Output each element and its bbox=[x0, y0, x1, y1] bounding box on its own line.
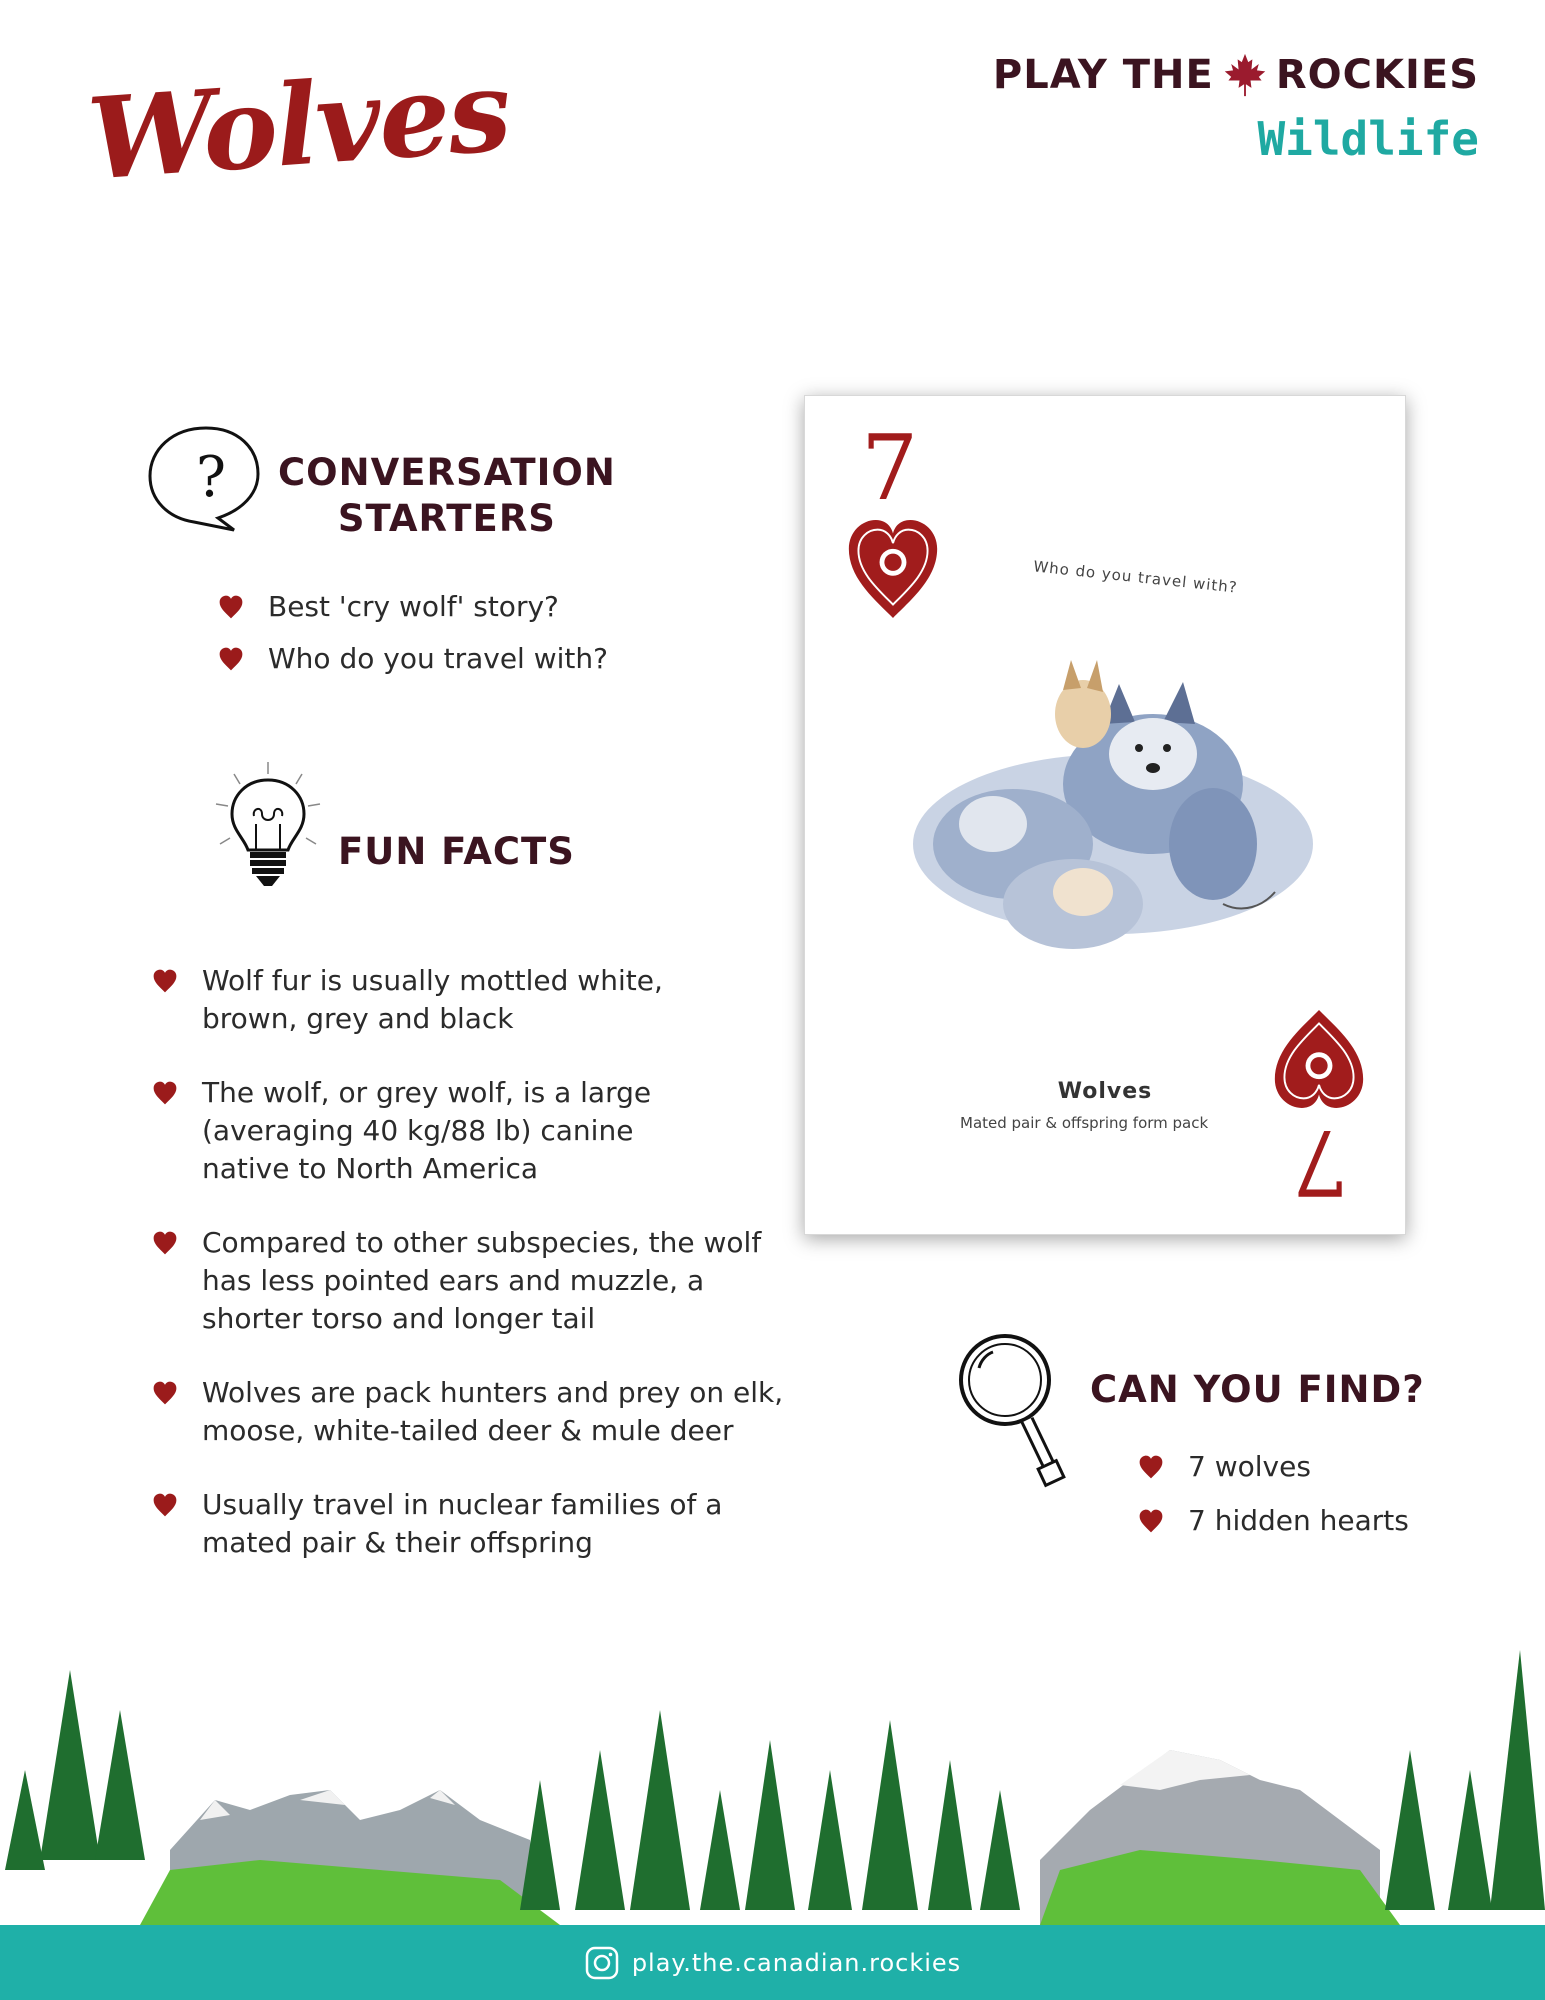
list-item bbox=[202, 1074, 802, 1188]
wolf-pack-illustration bbox=[883, 644, 1323, 984]
fact-line: mated pair & their offspring bbox=[202, 1526, 593, 1559]
brand-name-right: ROCKIES bbox=[1275, 52, 1479, 98]
heart-bullet-icon bbox=[1138, 1508, 1164, 1534]
mountain-forest-landscape bbox=[0, 1620, 1545, 1925]
heart-bullet-icon bbox=[1138, 1454, 1164, 1480]
brand-name bbox=[993, 52, 1479, 98]
heart-bullet-icon bbox=[152, 1080, 178, 1106]
find-heading: CAN YOU FIND? bbox=[1090, 1368, 1425, 1411]
list-item bbox=[202, 1224, 802, 1338]
heart-bullet-icon bbox=[152, 1230, 178, 1256]
list-item bbox=[1188, 1502, 1409, 1540]
fact-line: native to North America bbox=[202, 1152, 539, 1185]
conversation-item-text: Best 'cry wolf' story? bbox=[268, 590, 559, 623]
heart-bullet-icon bbox=[218, 594, 244, 620]
instagram-icon[interactable] bbox=[584, 1945, 620, 1981]
card-question: Who do you travel with? bbox=[1032, 557, 1239, 597]
brand-block bbox=[993, 52, 1479, 166]
playing-card bbox=[804, 395, 1406, 1235]
fact-line: (averaging 40 kg/88 lb) canine bbox=[202, 1114, 634, 1147]
ornate-heart-icon bbox=[1271, 1004, 1367, 1114]
fact-line: The wolf, or grey wolf, is a large bbox=[202, 1076, 652, 1109]
fact-line: Usually travel in nuclear families of a bbox=[202, 1488, 723, 1521]
list-item bbox=[202, 1486, 802, 1562]
page-title: Wolves bbox=[83, 45, 514, 206]
heart-bullet-icon bbox=[152, 968, 178, 994]
footer-bar bbox=[0, 1925, 1545, 2000]
heart-bullet-icon bbox=[152, 1492, 178, 1518]
conversation-heading-line2: STARTERS bbox=[337, 497, 556, 540]
fact-line: moose, white-tailed deer & mule deer bbox=[202, 1414, 734, 1447]
find-item-text: 7 hidden hearts bbox=[1188, 1504, 1409, 1537]
find-list bbox=[1188, 1448, 1409, 1556]
lightbulb-icon bbox=[208, 758, 328, 898]
list-item bbox=[202, 1374, 802, 1450]
instagram-handle-link[interactable]: play.the.canadian.rockies bbox=[631, 1948, 962, 1977]
conversation-list bbox=[268, 588, 608, 692]
fact-line: brown, grey and black bbox=[202, 1002, 514, 1035]
list-item bbox=[268, 640, 608, 678]
maple-leaf-icon bbox=[1222, 52, 1268, 98]
brand-subtitle: Wildlife bbox=[1257, 112, 1479, 166]
fact-line: Wolves are pack hunters and prey on elk, bbox=[202, 1376, 784, 1409]
card-rank-top: 7 bbox=[861, 416, 919, 521]
conversation-heading bbox=[278, 450, 616, 542]
fun-facts-heading: FUN FACTS bbox=[338, 830, 575, 873]
fact-line: has less pointed ears and muzzle, a bbox=[202, 1264, 705, 1297]
conversation-heading-line1: CONVERSATION bbox=[278, 451, 616, 494]
heart-bullet-icon bbox=[152, 1380, 178, 1406]
fact-line: Wolf fur is usually mottled white, bbox=[202, 964, 663, 997]
heart-bullet-icon bbox=[218, 646, 244, 672]
conversation-item-text: Who do you travel with? bbox=[268, 642, 609, 675]
list-item bbox=[1188, 1448, 1409, 1486]
ornate-heart-icon bbox=[845, 514, 941, 624]
speech-bubble-question-icon bbox=[142, 420, 274, 538]
list-item bbox=[202, 962, 802, 1038]
list-item bbox=[268, 588, 608, 626]
brand-name-left: PLAY THE bbox=[992, 52, 1214, 98]
magnifying-glass-icon bbox=[955, 1330, 1067, 1490]
find-item-text: 7 wolves bbox=[1188, 1450, 1311, 1483]
fact-line: Compared to other subspecies, the wolf bbox=[202, 1226, 762, 1259]
svg-text:?: ? bbox=[196, 445, 227, 510]
card-name: Wolves bbox=[1057, 1079, 1153, 1104]
card-rank-bottom: 7 bbox=[1291, 1109, 1349, 1214]
fun-facts-list bbox=[202, 962, 802, 1598]
fact-line: shorter torso and longer tail bbox=[202, 1302, 596, 1335]
card-caption: Mated pair & offspring form pack bbox=[960, 1114, 1209, 1132]
